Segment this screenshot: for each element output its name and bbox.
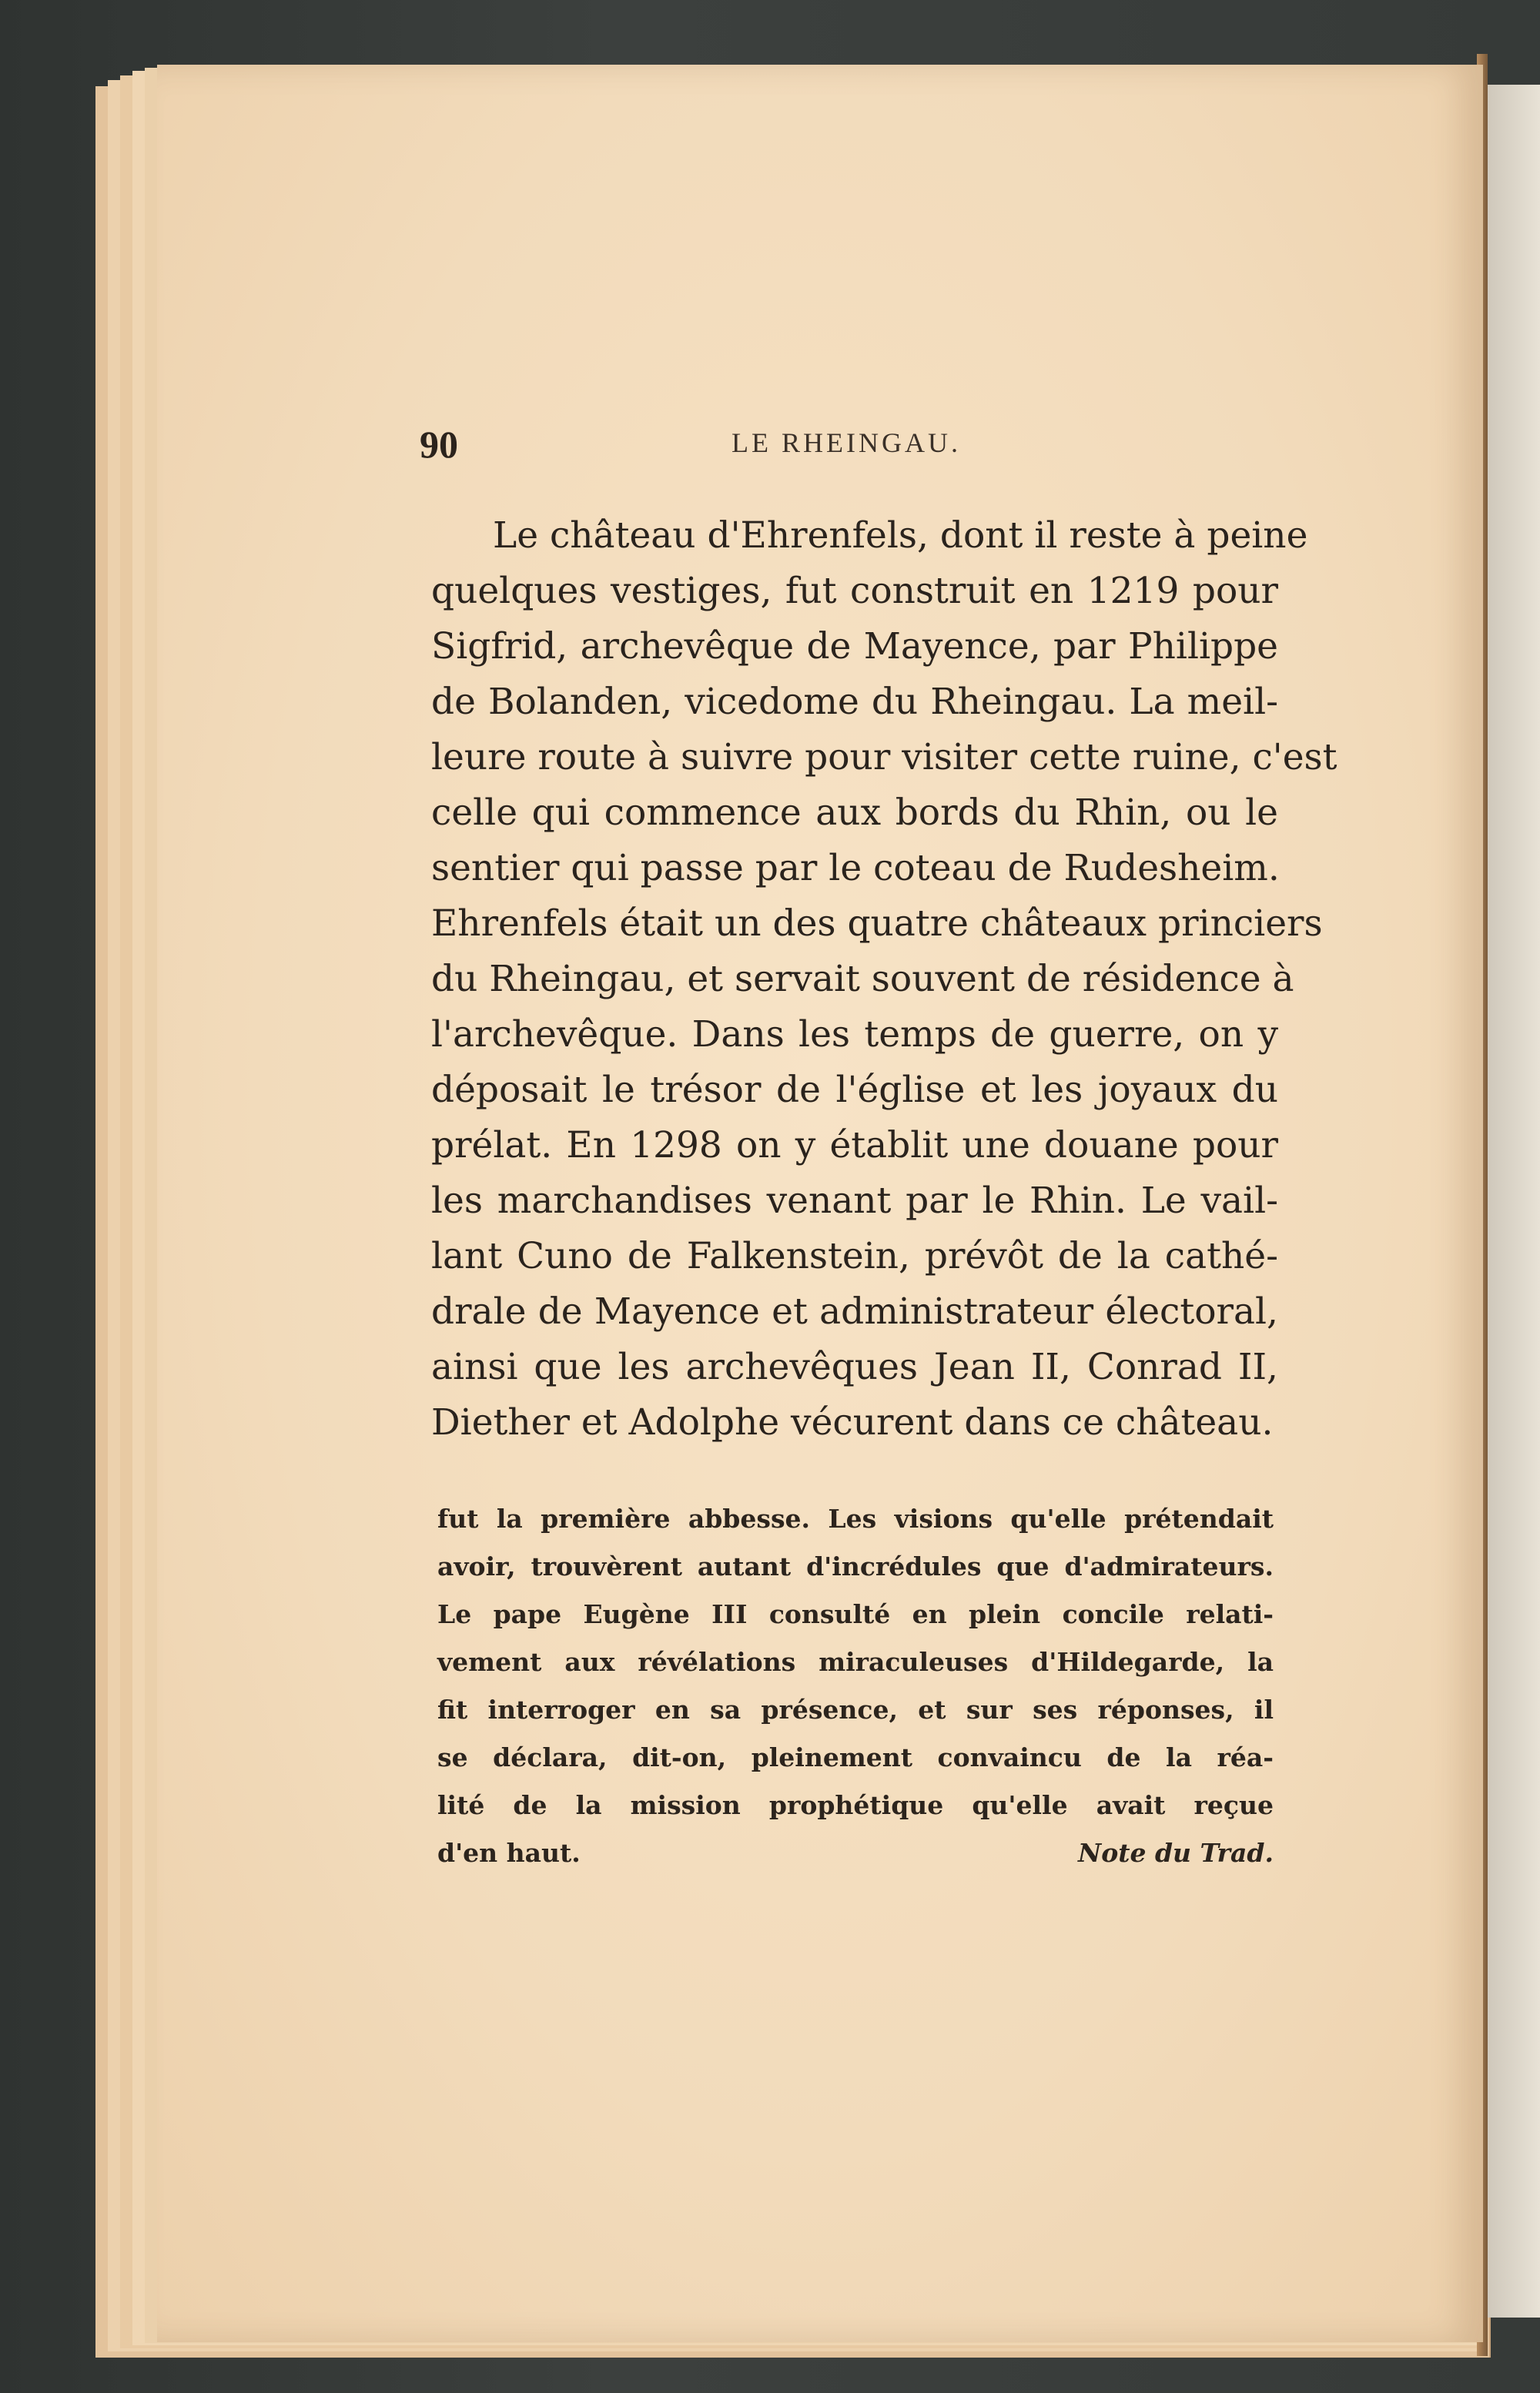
footnote-line: se déclara, dit-on, pleinement convaincu de la réa- — [437, 1742, 1274, 1772]
text-line: de Bolanden, vicedome du Rheingau. La meil- — [431, 681, 1278, 723]
running-head: LE RHEINGAU. — [732, 427, 961, 458]
text-line: celle qui commence aux bords du Rhin, ou le — [431, 792, 1278, 834]
text-line: l'archevêque. Dans les temps de guerre, on y — [431, 1013, 1278, 1056]
body-text — [431, 508, 1337, 1451]
footnote-line: avoir, trouvèrent autant d'incrédules que d'admirateurs. — [437, 1551, 1274, 1581]
translator-note-signature: Note du Trad. — [1078, 1838, 1274, 1868]
footnote-line: fut la première abbesse. Les visions qu'elle prétendait — [437, 1504, 1274, 1534]
text-line: Sigfrid, archevêque de Mayence, par Philippe — [431, 625, 1278, 668]
text-line: les marchandises venant par le Rhin. Le vail- — [431, 1180, 1278, 1222]
footnote-line: lité de la mission prophétique qu'elle avait reçue — [437, 1790, 1274, 1820]
footnote-line: vement aux révélations miraculeuses d'Hildegarde, la — [437, 1647, 1274, 1677]
facing-page-edge — [1488, 85, 1540, 2318]
text-line: lant Cuno de Falkenstein, prévôt de la cathé- — [431, 1235, 1278, 1277]
footnote-text: d'en haut. — [437, 1838, 581, 1868]
text-line: ainsi que les archevêques Jean II, Conrad II, — [431, 1346, 1278, 1388]
footnote-line: fit interroger en sa présence, et sur ses réponses, il — [437, 1695, 1274, 1725]
text-line: leure route à suivre pour visiter cette ruine, c'est — [431, 736, 1337, 778]
text-line: prélat. En 1298 on y établit une douane pour — [431, 1124, 1278, 1166]
text-line: du Rheingau, et servait souvent de résidence à — [431, 958, 1294, 1000]
footnote-line: Le pape Eugène III consulté en plein concile relati- — [437, 1599, 1274, 1629]
text-line: déposait le trésor de l'église et les joyaux du — [431, 1069, 1278, 1111]
text-line: sentier qui passe par le coteau de Rudesheim. — [431, 847, 1280, 889]
text-line: Le château d'Ehrenfels, dont il reste à peine — [493, 514, 1308, 557]
footnote-last-line — [437, 1829, 1274, 1877]
footnote — [437, 1495, 1274, 1877]
text-line: drale de Mayence et administrateur électoral, — [431, 1290, 1278, 1333]
text-line: Ehrenfels était un des quatre châteaux princiers — [431, 902, 1323, 945]
page-number: 90 — [420, 423, 458, 466]
text-line: Diether et Adolphe vécurent dans ce château. — [431, 1401, 1274, 1444]
text-line: quelques vestiges, fut construit en 1219 pour — [431, 570, 1278, 612]
